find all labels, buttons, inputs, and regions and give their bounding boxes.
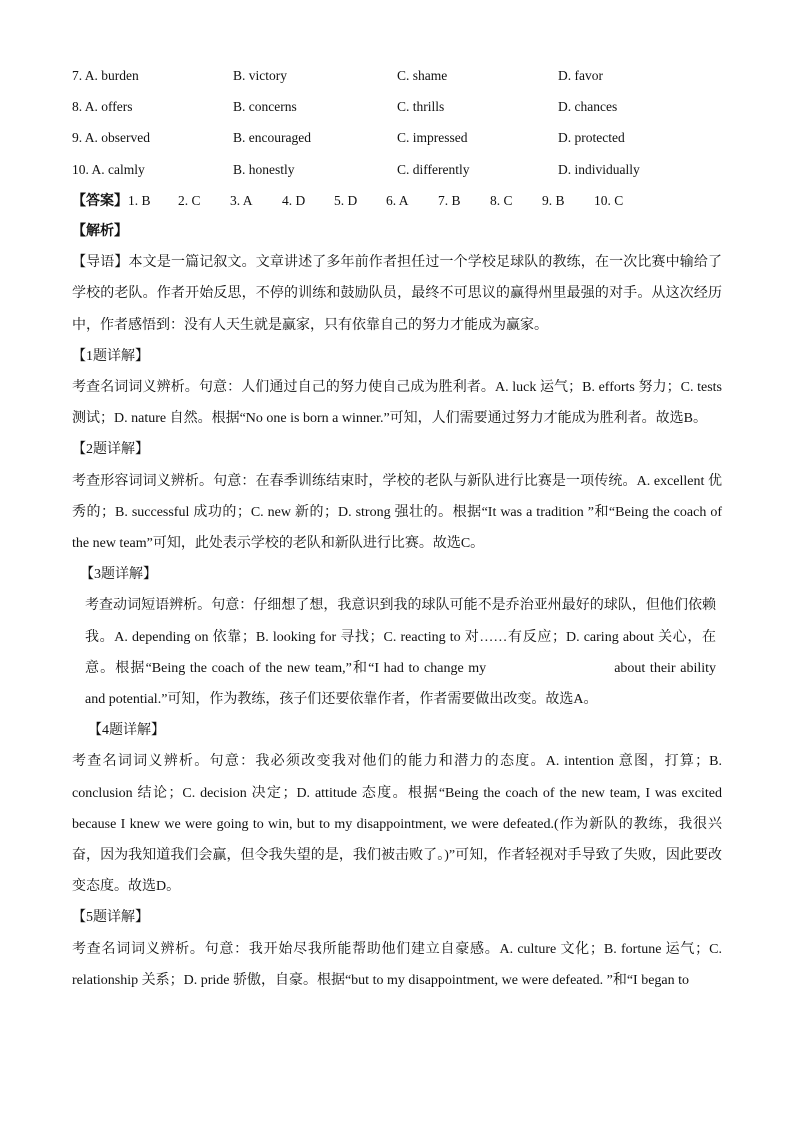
detail-header-1: 【1题详解】 (72, 348, 149, 364)
answer-item: 9. B (542, 192, 565, 208)
answer-item: 1. B (128, 192, 151, 208)
detail-text-4: 考查名词词义辨析。句意：我必须改变我对他们的能力和潜力的态度。A. intention 意图，打算；B. conclusion 结论；C. decision 决定；D. attitude 态度。根据“Being the coach of the new team, I was excited because I knew we were going to win, but to my disappointment, we were defeated.(作为新队的教练，我很兴奋，因为我知道我们会赢，但令我失望的是，我们被击败了。)”可知，作者轻视对手导致了失败，因此要改变态度。故选D。 (72, 754, 722, 895)
answer-item: 2. C (178, 192, 201, 208)
answer-item: 10. C (594, 192, 624, 208)
option-d: D. favor (558, 68, 603, 83)
option-d: D. protected (558, 130, 625, 146)
detail-text-3 (72, 590, 722, 715)
option-row-9 (72, 122, 722, 153)
answer-item: 5. D (334, 192, 358, 208)
option-a: 9. A. observed (72, 130, 150, 146)
option-c: C. thrills (397, 99, 445, 115)
intro-paragraph (72, 247, 722, 341)
answer-item: 7. B (438, 192, 461, 208)
detail-text-2: 考查形容词词义辨析。句意：在春季训练结束时，学校的老队与新队进行比赛是一项传统。A. excellent 优秀的；B. successful 成功的；C. new 新的；D. strong 强壮的。根据“It was a tradition ”和“Being the coach of the new team”可知，此处表示学校的老队和新队进行比赛。故选C。 (72, 473, 722, 551)
detail-header-3: 【3题详解】 (80, 567, 157, 583)
answer-item: 4. D (282, 192, 306, 208)
option-a: 10. A. calmly (72, 161, 145, 177)
option-c: C. shame (397, 68, 448, 83)
detail-header-2: 【2题详解】 (72, 442, 149, 458)
detail-text-3-before: 考查动词短语辨析。句意：仔细想了想，我意识到我的球队可能不是乔治亚州最好的球队，但他们依赖我。A. depending on 依靠；B. looking for 寻找；C. reacting to 对……有反应；D. caring about 关心，在意。根据“Being the coach of the new team,”和“I had to change my (85, 598, 716, 676)
answer-row (72, 185, 722, 216)
detail-text-3-after: about their ability and potential.”可知，作为教练，孩子们还要依靠作者，作者需要做出改变。故选A。 (85, 660, 717, 707)
option-row-8 (72, 91, 722, 122)
option-d: D. individually (558, 161, 640, 177)
intro-label: 【导语】 (72, 255, 129, 271)
answer-item: 6. A (386, 192, 409, 208)
option-c: C. differently (397, 161, 470, 177)
option-b: B. honestly (233, 161, 295, 177)
answer-item: 3. A (230, 192, 253, 208)
option-b: B. concerns (233, 99, 297, 115)
intro-text: 本文是一篇记叙文。文章讲述了多年前作者担任过一个学校足球队的教练，在一次比赛中输给了学校的老队。作者开始反思，不停的训练和鼓励队员，最终不可思议的赢得州里最强的对手。从这次经历中，作者感悟到：没有人天生就是赢家，只有依靠自己的努力才能成为赢家。 (72, 255, 723, 333)
analysis-label: 【解析】 (72, 223, 128, 239)
detail-header-4: 【4题详解】 (88, 723, 165, 739)
answer-item: 8. C (490, 192, 513, 208)
option-b: B. victory (233, 68, 287, 83)
detail-text-1: 考查名词词义辨析。句意：人们通过自己的努力使自己成为胜利者。A. luck 运气；B. efforts 努力；C. tests 测试；D. nature 自然。根据“No one is born a winner.”可知，人们需要通过努力才能成为胜利者。故选B。 (72, 379, 722, 427)
option-row-10 (72, 154, 722, 185)
detail-text-5: 考查名词词义辨析。句意：我开始尽我所能帮助他们建立自豪感。A. culture 文化；B. fortune 运气；C. relationship 关系；D. pride 骄傲，自豪。根据“but to my disappointment, we were defeated. ”和“I began to (72, 941, 722, 988)
answer-label: 【答案】 (72, 193, 128, 209)
option-a: 7. A. burden (72, 68, 139, 83)
page-content (72, 60, 722, 996)
detail-header-5: 【5题详解】 (72, 910, 149, 926)
option-a: 8. A. offers (72, 99, 133, 115)
option-row-7 (72, 60, 722, 91)
option-b: B. encouraged (233, 130, 311, 146)
option-d: D. chances (558, 99, 618, 115)
option-c: C. impressed (397, 130, 468, 146)
